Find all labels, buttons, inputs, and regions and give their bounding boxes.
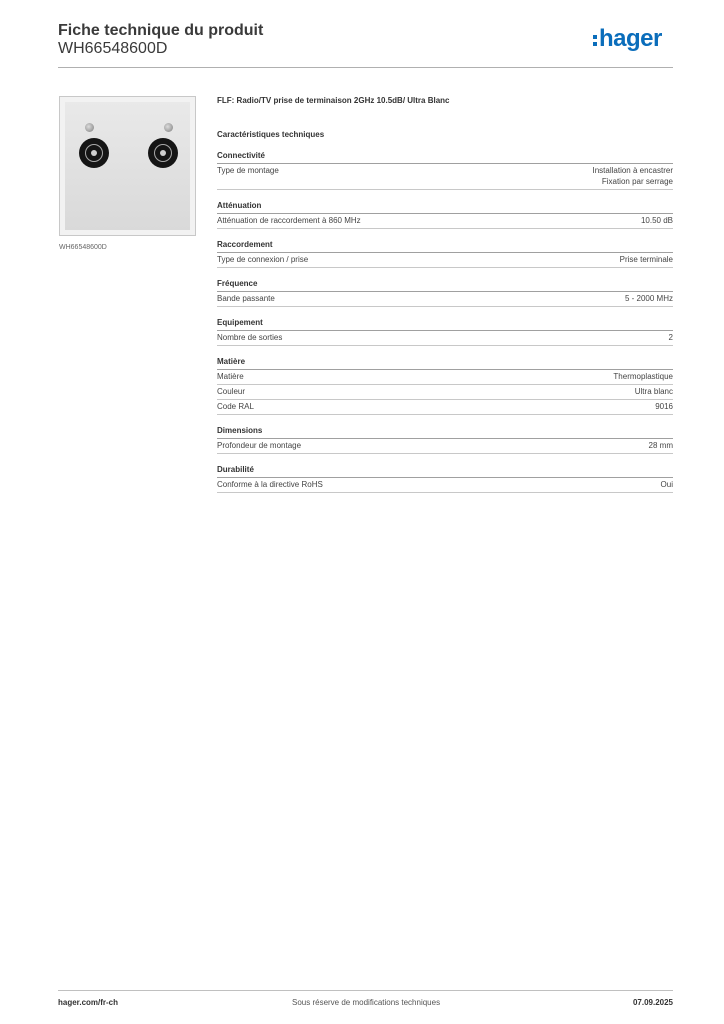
spec-value-line: Thermoplastique: [613, 372, 673, 381]
spec-group-title: Equipement: [217, 318, 673, 331]
spec-value: [661, 479, 673, 490]
spec-row: [217, 164, 673, 190]
spec-row: [217, 385, 673, 400]
spec-label: Bande passante: [217, 294, 275, 303]
spec-row: [217, 292, 673, 307]
spec-value: [649, 440, 673, 451]
spec-row: [217, 370, 673, 385]
spec-value: [613, 371, 673, 382]
spec-value-line: Fixation par serrage: [601, 177, 673, 186]
spec-group-title: Connectivité: [217, 151, 673, 164]
spec-value-line: 28 mm: [648, 441, 673, 450]
spec-row: [217, 253, 673, 268]
spec-group-title: Raccordement: [217, 240, 673, 253]
specs-title: Caractéristiques techniques: [217, 130, 325, 139]
spec-label: Conforme à la directive RoHS: [217, 480, 323, 489]
spec-value-line: 9016: [655, 402, 673, 411]
page-title: Fiche technique du produit: [58, 22, 264, 39]
spec-value: [620, 254, 673, 265]
spec-value-line: 10.50 dB: [640, 216, 673, 225]
spec-group-title: Durabilité: [217, 465, 673, 478]
product-description: FLF: Radio/TV prise de terminaison 2GHz 10.5dB/ Ultra Blanc: [217, 96, 450, 105]
spec-value: [635, 386, 673, 397]
spec-value-line: Prise terminale: [619, 255, 673, 264]
logo-text: hager: [599, 25, 662, 52]
spec-row: [217, 400, 673, 415]
spec-value-line: Oui: [660, 480, 673, 489]
socket-plate: [65, 102, 190, 230]
spec-value-line: Ultra blanc: [634, 387, 673, 396]
spec-label: Type de montage: [217, 166, 279, 175]
spec-label: Type de connexion / prise: [217, 255, 309, 264]
footer-notice: Sous réserve de modifications techniques: [292, 998, 441, 1007]
spec-group: [217, 279, 673, 307]
header-divider: [58, 67, 673, 68]
spec-label: Couleur: [217, 387, 246, 396]
screw-icon: [85, 123, 94, 132]
spec-value-line: Installation à encastrer: [592, 166, 673, 175]
footer-website-link[interactable]: hager.com/fr-ch: [58, 998, 119, 1007]
spec-label: Code RAL: [217, 402, 254, 411]
product-image: [59, 96, 196, 236]
spec-value: [625, 293, 673, 304]
screw-icon: [164, 123, 173, 132]
spec-row: [217, 439, 673, 454]
spec-value-line: 2: [668, 333, 673, 342]
product-reference: WH66548600D: [58, 40, 168, 57]
spec-value-line: 5 - 2000 MHz: [624, 294, 673, 303]
spec-group: [217, 201, 673, 229]
spec-value: [655, 401, 673, 412]
footer-date: 07.09.2025: [632, 998, 673, 1007]
spec-group-title: Dimensions: [217, 426, 673, 439]
spec-value: [593, 165, 674, 187]
spec-label: Profondeur de montage: [217, 441, 302, 450]
spec-label: Nombre de sorties: [217, 333, 283, 342]
spec-group: [217, 357, 673, 415]
coax-socket-icon: [148, 138, 178, 168]
image-caption: WH66548600D: [59, 244, 107, 251]
spec-group: [217, 240, 673, 268]
coax-socket-icon: [79, 138, 109, 168]
spec-group: [217, 151, 673, 190]
spec-group: [217, 426, 673, 454]
hager-logo[interactable]: [593, 26, 662, 52]
spec-label: Matière: [217, 372, 244, 381]
spec-group: [217, 318, 673, 346]
spec-row: [217, 214, 673, 229]
specs-section: [217, 96, 673, 493]
spec-row: [217, 331, 673, 346]
spec-row: [217, 478, 673, 493]
footer-divider: [58, 990, 673, 991]
spec-label: Atténuation de raccordement à 860 MHz: [217, 216, 361, 225]
spec-group-title: Matière: [217, 357, 673, 370]
spec-group: [217, 465, 673, 493]
logo-dots-icon: [593, 33, 597, 47]
spec-group-title: Fréquence: [217, 279, 673, 292]
spec-value: [641, 215, 673, 226]
spec-groups: [217, 151, 673, 493]
spec-value: [669, 332, 673, 343]
spec-group-title: Atténuation: [217, 201, 673, 214]
